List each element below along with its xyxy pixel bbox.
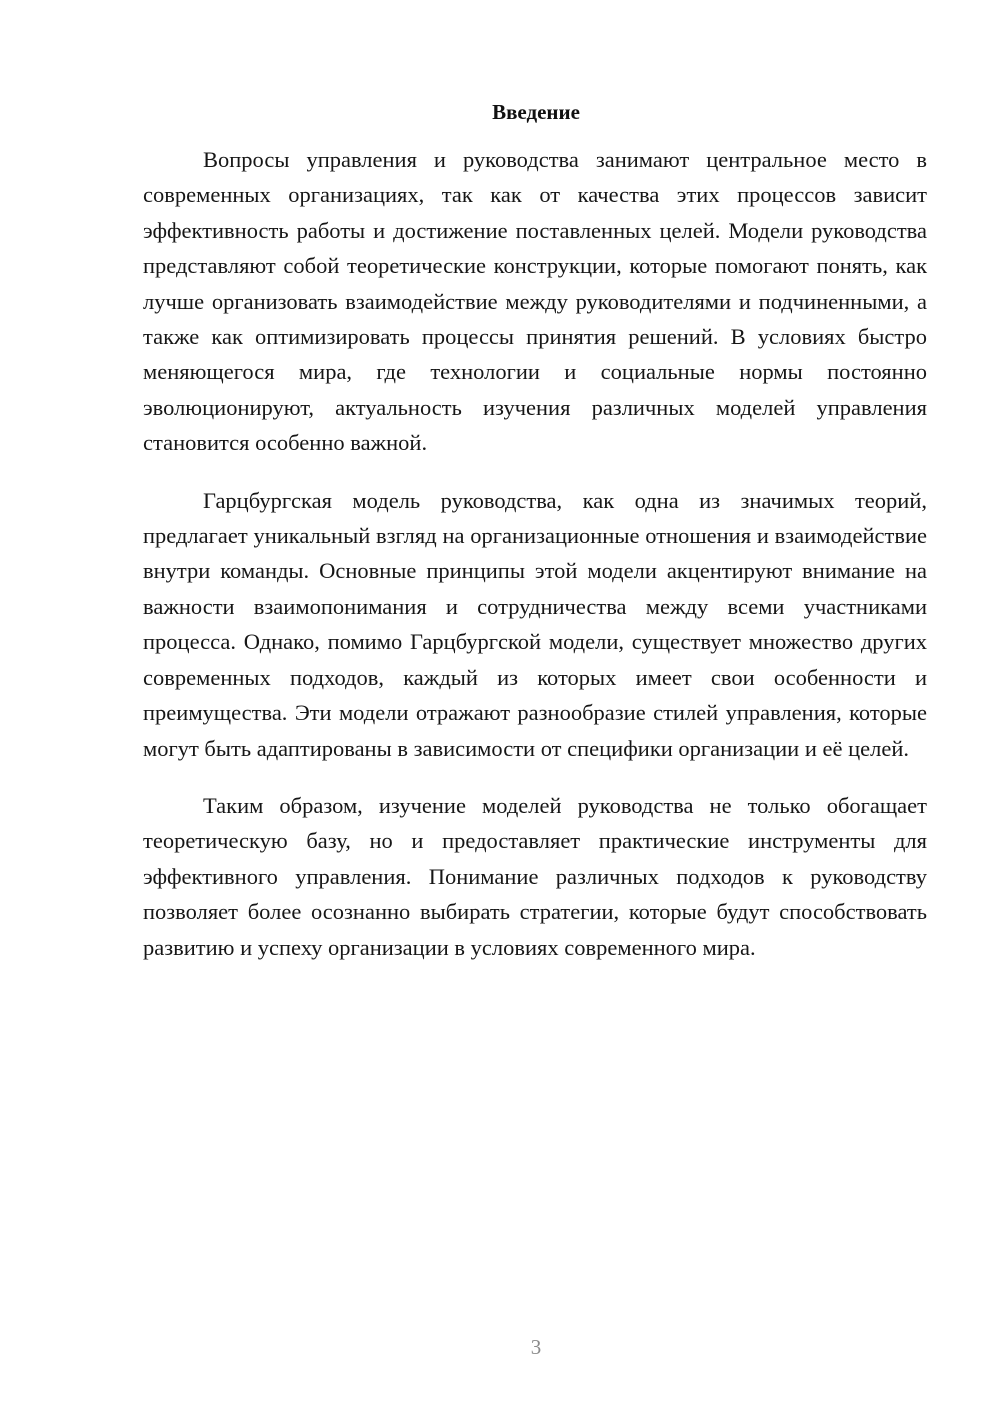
paragraph-harzburg-model: Гарцбургская модель руководства, как одна из значимых теорий, предлагает уникальный взгляд на организационные отношения и взаимодействие внутри команды. Основные принципы этой модели акцентируют внимание на важности взаимопонимания и сотрудничества между всеми участниками процесса. Однако, помимо Гарцбургской модели, существует множество других современных подходов, каждый из которых имеет свои особенности и преимущества. Эти модели отражают разнообразие стилей управления, которые могут быть адаптированы в зависимости от специфики организации и её целей.	[143, 487, 927, 761]
section-title: Введение	[492, 100, 580, 124]
page-number: 3	[530, 1335, 542, 1359]
paragraph-introduction: Вопросы управления и руководства занимают центральное место в современных организациях, так как от качества этих процессов зависит эффективность работы и достижение поставленных целей. Модели руководства представляют собой теоретические конструкции, которые помогают понять, как лучше организовать взаимодействие между руководителями и подчиненными, а также как оптимизировать процессы принятия решений. В условиях быстро меняющегося мира, где технологии и социальные нормы постоянно эволюционируют, актуальность изучения различных моделей управления становится особенно важной.	[143, 147, 927, 456]
body-text	[143, 142, 927, 987]
paragraph-conclusion: Таким образом, изучение моделей руководства не только обогащает теоретическую базу, но и предоставляет практические инструменты для эффективного управления. Понимание различных подходов к руководству позволяет более осознанно выбирать стратегии, которые будут способствовать развитию и успеху организации в условиях современного мира.	[143, 792, 927, 960]
